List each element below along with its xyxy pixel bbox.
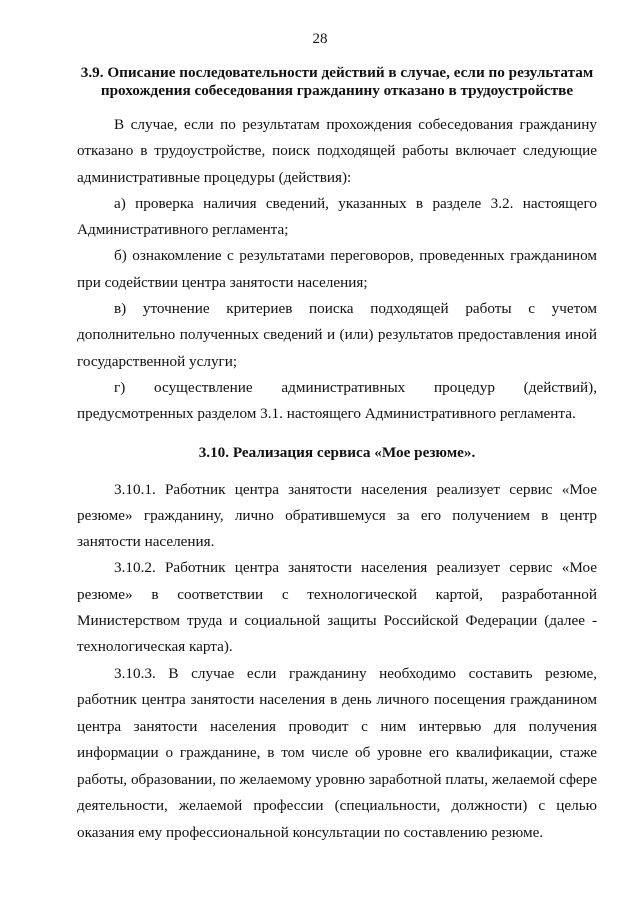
section-heading-3-10: 3.10. Реализация сервиса «Мое резюме». [198, 443, 476, 461]
paragraph-3-9-intro: В случае, если по результатам прохождения собеседования гражданину отказано в трудоустройстве, поиск подходящей работы включает следующие административные процедуры (действия): [77, 116, 597, 186]
page-number: 28 [312, 31, 328, 47]
paragraph-3-10-3: 3.10.3. В случае если гражданину необходимо составить резюме, работник центра занятости населения в день личного посещения гражданином центра занятости населения проводит с ним интервью для получения информации о гражданине, в том числе об уровне его квалификации, стаже работы, образовании, по желаемому уровню заработной платы, желаемой сфере деятельности, желаемой профессии (специальности, должности) с целью оказания ему профессиональной консультации по составлению резюме. [77, 664, 597, 841]
section-heading-3-9: 3.9. Описание последовательности действий в случае, если по результатам прохождения собеседования гражданину отказано в трудоустройстве [80, 64, 594, 99]
paragraph-3-10-1: 3.10.1. Работник центра занятости населения реализует сервис «Мое резюме» гражданину, лично обратившемуся за его получением в центр занятости населения. [77, 480, 597, 551]
paragraph-3-10-2: 3.10.2. Работник центра занятости населения реализует сервис «Мое резюме» в соответствии с технологической картой, разработанной Министерством труда и социальной защиты Российской Федерации (далее - технологическая карта). [77, 559, 597, 656]
document-body [77, 64, 597, 846]
paragraph-3-9-item-b: б) ознакомление с результатами переговоров, проведенных гражданином при содействии центра занятости населения; [77, 247, 597, 291]
paragraph-3-9-item-g: г) осуществление административных процедур (действий), предусмотренных разделом 3.1. настоящего Административного регламента. [77, 378, 597, 423]
paragraph-3-9-item-a: а) проверка наличия сведений, указанных в разделе 3.2. настоящего Административного регламента; [77, 194, 597, 239]
paragraph-3-9-item-v: в) уточнение критериев поиска подходящей работы с учетом дополнительно полученных сведений и (или) результатов предоставления иной государственной услуги; [77, 300, 597, 370]
